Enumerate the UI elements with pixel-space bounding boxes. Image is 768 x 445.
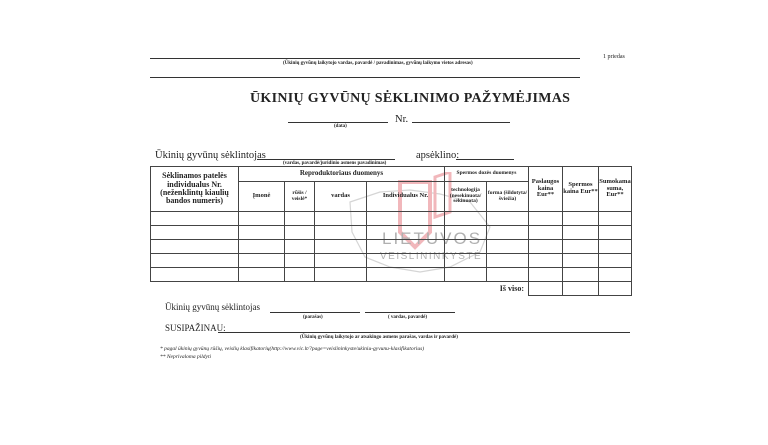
table-cell[interactable] [285, 240, 315, 254]
total-sum-cell[interactable] [599, 282, 632, 296]
document-title: ŪKINIŲ GYVŪNŲ SĖKLINIMO PAŽYMĖJIMAS [250, 91, 571, 106]
holder-line-2[interactable] [150, 77, 580, 78]
table-cell[interactable] [151, 254, 239, 268]
table-cell[interactable] [599, 268, 632, 282]
header-company: Įmonė [239, 182, 285, 212]
inseminator-field[interactable] [257, 159, 395, 160]
confirm-caption: (Ūkinių gyvūnų laikytojo ar atsakingo asmens parašas, vardas ir pavardė) [300, 335, 458, 340]
table-cell[interactable] [529, 226, 563, 240]
table-cell[interactable] [367, 254, 445, 268]
table-cell[interactable] [445, 240, 487, 254]
inseminated-label: apsėklino: [416, 150, 460, 161]
insemination-table [150, 166, 632, 296]
watermark-line2: VEISLININKYSTĖ [380, 251, 483, 262]
table-cell[interactable] [599, 240, 632, 254]
table-cell[interactable] [599, 254, 632, 268]
table-cell[interactable] [487, 254, 529, 268]
table-cell[interactable] [563, 226, 599, 240]
table-cell[interactable] [487, 226, 529, 240]
signature-name-field[interactable] [365, 312, 455, 313]
table-cell[interactable] [445, 268, 487, 282]
header-individual: Individualus Nr. [367, 182, 445, 212]
table-cell[interactable] [239, 254, 285, 268]
header-technology: technologija (nesekinuota/ sekinuota) [445, 182, 487, 212]
number-label: Nr. [395, 114, 409, 125]
header-form: forma (šildotyta/ šviežia) [487, 182, 529, 212]
table-cell[interactable] [315, 254, 367, 268]
signature-caption: (parašas) [303, 315, 323, 320]
signature-field[interactable] [270, 312, 360, 313]
table-cell[interactable] [445, 254, 487, 268]
header-female-number: Sėklinamos patelės individualus Nr. (neženklintų kiaulių bandos numeris) [151, 167, 239, 212]
table-cell[interactable] [285, 212, 315, 226]
table-cell[interactable] [285, 268, 315, 282]
table-cell[interactable] [487, 212, 529, 226]
appendix-label: 1 priedas [603, 54, 625, 60]
table-cell[interactable] [487, 268, 529, 282]
inseminator-label: Ūkinių gyvūnų sėklintojas [155, 150, 266, 161]
table-cell[interactable] [445, 226, 487, 240]
table-cell[interactable] [367, 268, 445, 282]
header-name: vardas [315, 182, 367, 212]
table-cell[interactable] [239, 268, 285, 282]
header-group-reproducer: Reproduktoriaus duomenys [239, 167, 445, 182]
header-total: Sumokama suma, Eur** [599, 167, 632, 212]
footnote-first: * pagal ūkinių gyvūnų rūšių, veislių klasifikatorių(http://www.vic.lt/?page=veislininkyste/ukiniu-gyvunu-klasifikatorius) [160, 346, 425, 352]
header-service-price: Paslaugos kaina Eur** [529, 167, 563, 212]
table-cell[interactable] [367, 240, 445, 254]
table-cell[interactable] [563, 268, 599, 282]
table-cell[interactable] [529, 268, 563, 282]
footnote-second: ** Neprivaloma pildyti [160, 354, 212, 360]
table-cell[interactable] [563, 254, 599, 268]
header-semen-price: Spermos kaina Eur** [563, 167, 599, 212]
table-cell[interactable] [151, 212, 239, 226]
table-cell[interactable] [367, 212, 445, 226]
table-cell[interactable] [599, 212, 632, 226]
confirm-field[interactable] [218, 332, 630, 333]
total-semen-cell[interactable] [563, 282, 599, 296]
table-cell[interactable] [239, 240, 285, 254]
table-cell[interactable] [315, 268, 367, 282]
table-cell[interactable] [315, 212, 367, 226]
inseminated-field[interactable] [456, 159, 514, 160]
table-cell[interactable] [487, 240, 529, 254]
table-cell[interactable] [285, 254, 315, 268]
table-cell[interactable] [239, 212, 285, 226]
header-group-semen: Spermos dozės duomenys [445, 167, 529, 182]
table-cell[interactable] [151, 226, 239, 240]
holder-line[interactable] [150, 58, 580, 59]
date-caption: (data) [334, 124, 347, 129]
header-breed: rūšis / veislė* [285, 182, 315, 212]
table-cell[interactable] [239, 226, 285, 240]
table-cell[interactable] [599, 226, 632, 240]
table-cell[interactable] [563, 212, 599, 226]
total-service-cell[interactable] [529, 282, 563, 296]
confirm-label: SUSIPAŽINAU: [165, 323, 226, 333]
total-label: Iš viso: [499, 283, 524, 293]
inseminator-caption: (vardas, pavardė/juridinio asmens pavadinimas) [283, 161, 387, 166]
table-cell[interactable] [529, 240, 563, 254]
number-field[interactable] [412, 122, 510, 123]
table-cell[interactable] [563, 240, 599, 254]
table-cell[interactable] [285, 226, 315, 240]
date-field[interactable] [288, 122, 388, 123]
table-cell[interactable] [151, 240, 239, 254]
table-cell[interactable] [315, 226, 367, 240]
watermark-line1: LIETUVOS [382, 229, 483, 248]
signature-inseminator-label: Ūkinių gyvūnų sėklintojas [165, 302, 260, 312]
table-cell[interactable] [445, 212, 487, 226]
table-cell[interactable] [151, 268, 239, 282]
signature-name-caption: ( vardas, pavardė) [388, 315, 428, 320]
table-cell[interactable] [529, 212, 563, 226]
table-cell[interactable] [315, 240, 367, 254]
table-cell[interactable] [367, 226, 445, 240]
holder-caption: (Ūkinių gyvūnų laikytojo vardas, pavardė / pavadinimas, gyvūnų laikymo vietos adresas) [283, 61, 473, 66]
table-cell[interactable] [529, 254, 563, 268]
